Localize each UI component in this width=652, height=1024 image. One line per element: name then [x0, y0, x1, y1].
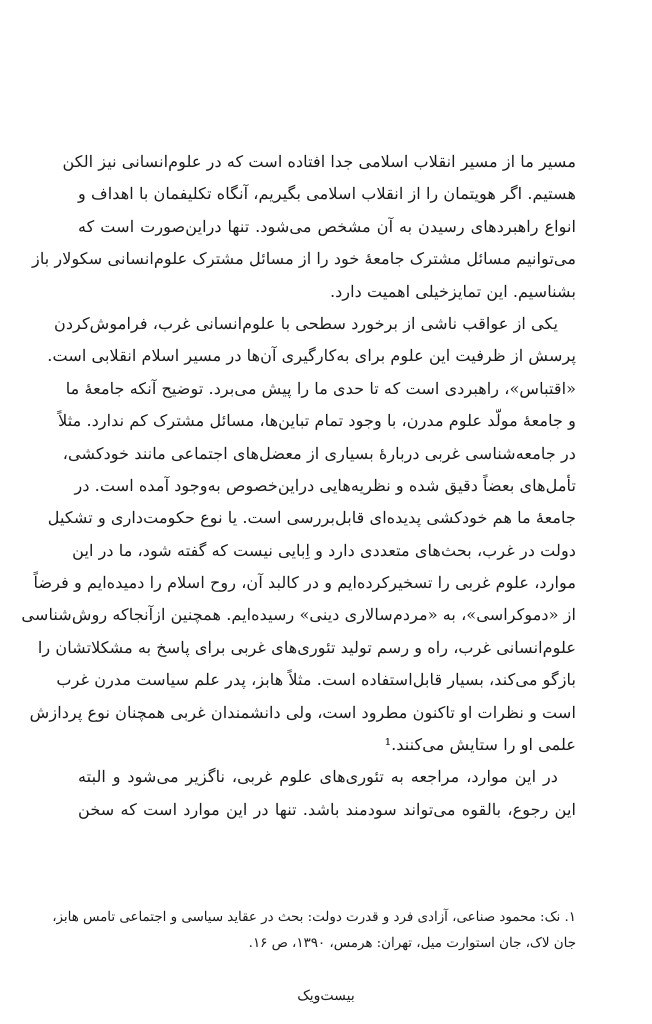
text-line: در جامعه‌شناسی غربی دربارهٔ بسیاری از معضل‌های اجتماعی مانند خودکشی، — [62, 443, 576, 463]
body-text — [21, 146, 576, 826]
text-line: و جامعهٔ مولّد علوم مدرن، با وجود تمام تباین‌ها، مسائل مشترک کم ندارد. مثلاً — [58, 411, 576, 431]
text-line: از «دموکراسی»، به «مردم‌سالاری دینی» رسیده‌ایم. همچنین ازآنجاکه روش‌شناسی — [21, 605, 576, 625]
text-line: تأمل‌های بعضاً دقیق شده و نظریه‌هایی دراین‌خصوص به‌وجود آمده است. در — [74, 475, 576, 495]
text-line: این رجوع، بالقوه می‌تواند سودمند باشد. تنها در این موارد است که سخن — [78, 799, 576, 819]
text-line: است و نظرات او تاکنون مطرود است، ولی دانشمندان غربی همچنان نوع پردازش — [29, 702, 576, 722]
text-line: «اقتباس»، راهبردی است که تا حدی ما را پیش می‌برد. توضیح آنکه جامعهٔ ما — [65, 378, 576, 398]
text-line: انواع راهبردهای رسیدن به آن مشخص می‌شود. تنها دراین‌صورت است که — [78, 216, 576, 236]
text-line: بشناسیم. این تمایزخیلی اهمیت دارد. — [329, 281, 576, 301]
text-line: می‌توانیم مسائل مشترک جامعهٔ خود را از مسائل مشترک علوم‌انسانی سکولار باز — [32, 249, 576, 269]
footnotes — [52, 905, 576, 957]
text-line: موارد، علوم غربی را تسخیرکرده‌ایم و در کالبد آن، روح اسلام را دمیده‌ایم و فرضاً — [33, 573, 576, 593]
text-line: مسیر ما از مسیر انقلاب اسلامی جدا افتاده است که در علوم‌انسانی نیز الکن — [62, 152, 576, 171]
text-line: هستیم. اگر هویتمان را از انقلاب اسلامی بگیریم، آنگاه تکلیفمان با اهداف و — [78, 184, 576, 204]
page-number: بیست‌ویک — [297, 988, 355, 1004]
footnote-line: ۱. نک: محمود صناعی، آزادی فرد و قدرت دولت: بحث در عقاید سیاسی و اجتماعی تامس هابز، — [52, 910, 576, 925]
text-line: بازگو می‌کند، بسیار قابل‌استفاده است. مثلاً هابز، پدر علم سیاست مدرن غرب — [56, 670, 576, 690]
footnote-line: جان لاک، جان استوارت میل، تهران: هرمس، ۱۳۹۰، ص ۱۶. — [248, 936, 576, 951]
paragraph-start-line: در این موارد، مراجعه به تئوری‌های علوم غربی، ناگزیر می‌شود و البته — [78, 767, 558, 787]
text-line: علوم‌انسانی غرب، راه و رسم تولید تئوری‌های غربی برای پاسخ به مشکلاتشان را — [37, 637, 576, 657]
text-line: جامعهٔ ما هم خودکشی پدیده‌ای قابل‌بررسی است. یا نوع حکومت‌داری و تشکیل — [47, 508, 576, 528]
text-line: علمی او را ستایش می‌کنند.¹ — [384, 735, 576, 755]
text-line: پرسش از ظرفیت این علوم برای به‌کارگیری آن‌ها در مسیر اسلام انقلابی است. — [47, 346, 576, 366]
text-line: دولت در غرب، بحث‌های متعددی دارد و اِبایی نیست که گفته شود، ما در این — [72, 540, 576, 560]
paragraph-start-line: یکی از عواقب ناشی از برخورد سطحی با علوم‌انسانی غرب، فراموش‌کردن — [53, 313, 558, 333]
